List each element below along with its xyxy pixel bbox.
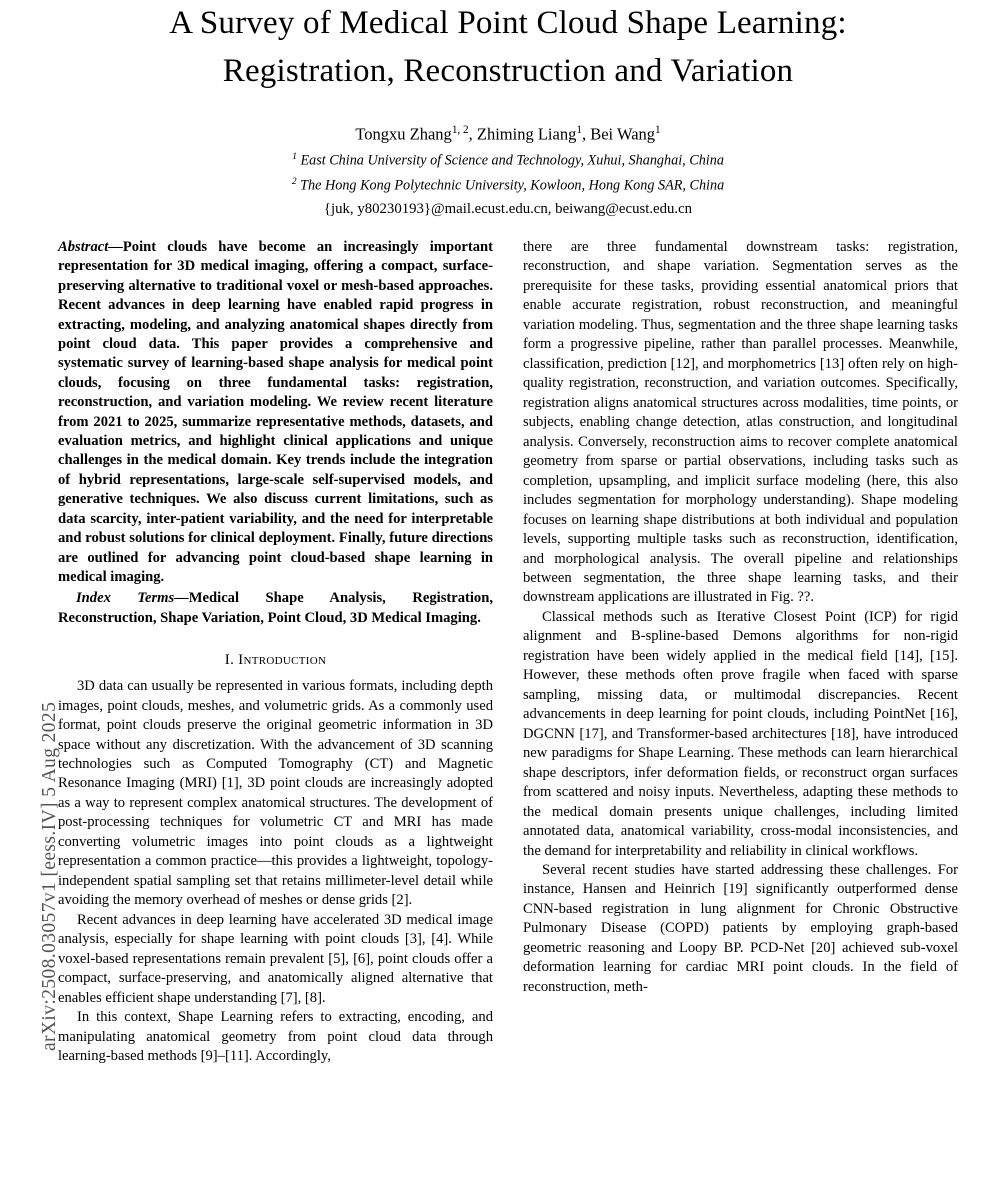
author-2-affil-marker: 1 <box>576 123 582 136</box>
author-list <box>58 122 958 147</box>
author-2-name: , Zhiming Liang <box>468 124 577 144</box>
author-3-affil-marker: 1 <box>655 123 661 136</box>
paragraph: Classical methods such as Iterative Closest Point (ICP) for rigid alignment and B-spline-based Demons algorithms for non-rigid registration have been widely applied in the medical field [14], [15]. However, these methods often prove fragile when faced with sparse sampling, missing data, or multimodal discrepancies. Recent advancements in deep learning for point clouds, including PointNet [16], DGCNN [17], and Transformer-based architectures [18], have introduced new paradigms for Shape Learning. These methods can learn hierarchical shape descriptors, infer deformation fields, or reconstruct organ surfaces from scattered and noisy inputs. Nevertheless, adapting these methods to the medical domain presents unique challenges, including limited annotated data, anatomical variability, cross-modal inconsistencies, and the demand for interpretability and reliability in clinical workflows. <box>523 608 958 859</box>
index-terms-label: Index Terms— <box>76 590 189 607</box>
right-column <box>523 238 958 1067</box>
title-line-2: Registration, Reconstruction and Variation <box>222 52 794 89</box>
title-line-1: A Survey of Medical Point Cloud Shape Learning: <box>169 5 847 41</box>
paper-header <box>58 0 958 218</box>
arxiv-identifier-stamp: arXiv:2508.03057v1 [eess.IV] 5 Aug 2025 <box>39 701 60 1051</box>
page-title <box>58 0 958 96</box>
paragraph: In this context, Shape Learning refers to extracting, encoding, and manipulating anatomical geometry from point cloud data through learning-based methods [9]–[11]. Accordingly, <box>58 1009 493 1065</box>
index-terms <box>58 589 493 628</box>
index-terms-text: Medical Shape Analysis, Registration, Reconstruction, Shape Variation, Point Cloud, 3D Medical Imaging. <box>58 590 493 626</box>
paragraph: 3D data can usually be represented in various formats, including depth images, point clouds, meshes, and volumetric grids. As a commonly used format, point clouds preserve the original geometric information in 3D space without any discretization. With the advancement of 3D scanning technologies such as Computed Tomography (CT) and Magnetic Resonance Imaging (MRI) [1], 3D point clouds are increasingly adopted as a way to represent complex anatomical structures. The development of post-processing techniques for volumetric CT and MRI has made converting volumetric images into point clouds as a lightweight representation a common practice—this provides a lightweight, topology-independent spatial sampling set that retains millimeter-level detail while avoiding the memory overhead of meshes or dense grids [2]. <box>58 678 493 909</box>
section-heading-introduction: I. Introduction <box>224 652 327 669</box>
author-1-name: Tongxu Zhang <box>355 124 452 144</box>
affiliation-1 <box>58 150 958 172</box>
affiliation-2-text: The Hong Kong Polytechnic University, Kowloon, Hong Kong SAR, China <box>300 177 725 194</box>
affiliation-2-marker: 2 <box>291 176 297 188</box>
paragraph: there are three fundamental downstream tasks: registration, reconstruction, and shape variation. Segmentation serves as the prerequisite for these tasks, providing essential anatomical priors that enable accurate registration, robust reconstruction, and meaningful variation modeling. Thus, segmentation and the three shape learning tasks form a progressive pipeline, rather than parallel processes. Meanwhile, classification, prediction [12], and morphometrics [13] often rely on high-quality registration, reconstruction, and variation outcomes. Specifically, registration aligns anatomical structures across modalities, time points, or subjects, enabling change detection, atlas construction, and longitudinal analysis. Conversely, reconstruction aims to recover complete anatomical geometry from sparse or partial observations, including tasks such as completion, upsampling, and implicit surface modeling (here, this also includes segmentation for morphology understanding). Shape modeling focuses on learning shape distributions at both individual and population levels, supporting multiple tasks such as reconstruction, identification, and morphological analysis. The overall pipeline and relationships between segmentation, the three shape learning tasks, and their downstream applications are illustrated in Fig. ??. <box>523 239 958 606</box>
two-column-body <box>58 238 958 1067</box>
abstract-label: Abstract— <box>58 239 123 255</box>
author-3-name: , Bei Wang <box>581 124 656 144</box>
affiliation-1-text: East China University of Science and Technology, Xuhui, Shanghai, China <box>300 152 724 169</box>
left-column <box>58 238 493 1067</box>
affiliation-2 <box>58 175 958 197</box>
paragraph: Several recent studies have started addressing these challenges. For instance, Hansen and Heinrich [19] significantly outperformed dense CNN-based registration in lung alignment for Chronic Obstructive Pulmonary Disease (COPD) patients by employing graph-based geometric reasoning and Loopy BP. PCD-Net [20] achieved sub-voxel deformation learning for cardiac MRI point clouds. In the field of reconstruction, meth- <box>523 862 958 995</box>
author-emails: {juk, y80230193}@mail.ecust.edu.cn, beiwang@ecust.edu.cn <box>323 200 693 217</box>
abstract-text: Point clouds have become an increasingly important representation for 3D medical imaging, offering a compact, surface-preserving alternative to traditional voxel or mesh-based approaches. Recent advances in deep learning have enabled rapid progress in extracting, modeling, and analyzing anatomical shapes directly from point cloud data. This paper provides a comprehensive and systematic survey of learning-based shape analysis for medical point clouds, focusing on three fundamental tasks: registration, reconstruction, and variation modeling. We review recent literature from 2021 to 2025, summarize representative methods, datasets, and evaluation metrics, and highlight clinical applications and unique challenges in the medical domain. Key trends include the integration of hybrid representations, large-scale self-supervised models, and generative techniques. We also discuss current limitations, such as data scarcity, inter-patient variability, and the need for interpretable and robust solutions for clinical deployment. Finally, future directions are outlined for advancing point cloud-based shape learning in medical imaging. <box>58 239 493 585</box>
paragraph: Recent advances in deep learning have accelerated 3D medical image analysis, especially for shape learning with point clouds [3], [4]. While voxel-based representations remain prevalent [5], [6], point clouds offer a compact, surface-preserving, and anatomically aligned alternative that enables efficient shape understanding [7], [8]. <box>58 911 493 1006</box>
affiliation-1-marker: 1 <box>292 150 297 162</box>
abstract <box>58 238 493 587</box>
author-1-affil-marker: 1, 2 <box>451 123 469 136</box>
